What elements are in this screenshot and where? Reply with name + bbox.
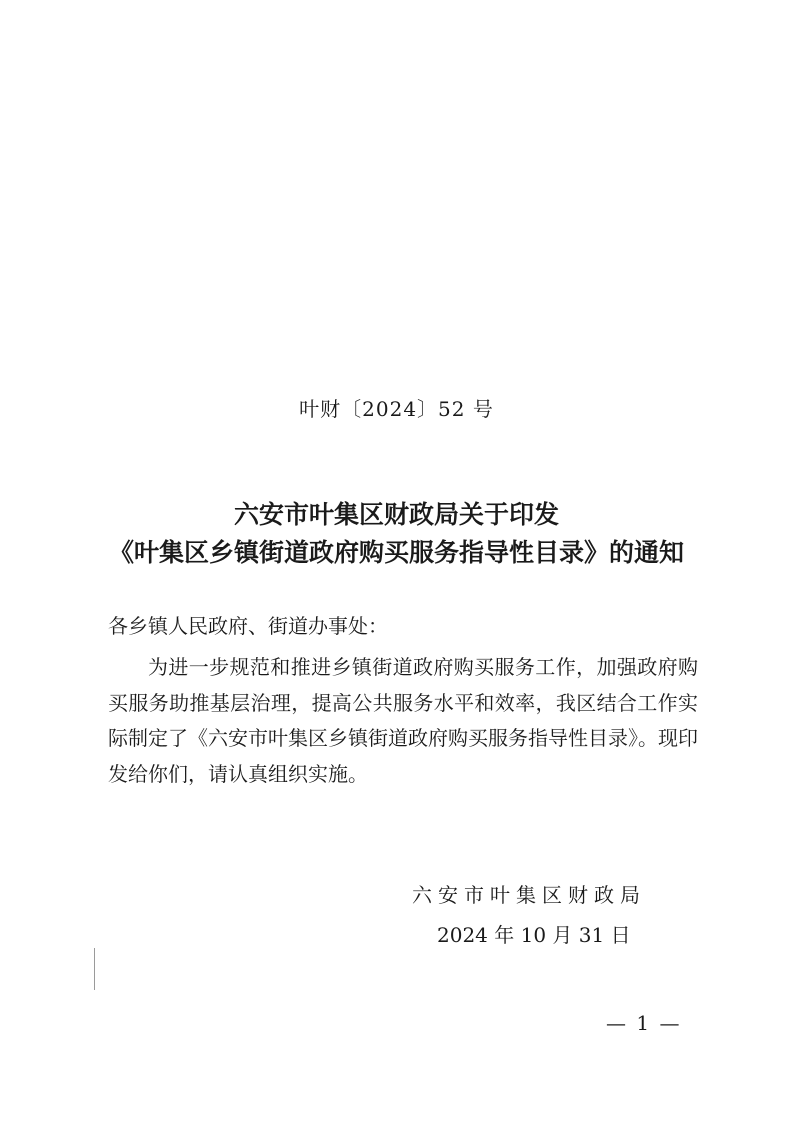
title-line-1: 六安市叶集区财政局关于印发 [233, 500, 559, 529]
margin-line [94, 948, 95, 990]
page-number: — 1 — [606, 1011, 682, 1035]
salutation: 各乡镇人民政府、街道办事处： [108, 614, 388, 638]
document-number: 叶财〔2024〕52 号 [299, 397, 494, 421]
signature-organization: 六安市叶集区财政局 [412, 883, 646, 907]
body-paragraph: 为进一步规范和推进乡镇街道政府购买服务工作，加强政府购买服务助推基层治理，提高公共服务水平和效率，我区结合工作实际制定了《六安市叶集区乡镇街道政府购买服务指导性目录》。现印发给你们，请认真组织实施。 [108, 655, 698, 786]
signature-date: 2024 年 10 月 31 日 [437, 923, 631, 947]
document-title [0, 496, 793, 572]
title-line-2: 《叶集区乡镇街道政府购买服务指导性目录》的通知 [108, 538, 684, 567]
